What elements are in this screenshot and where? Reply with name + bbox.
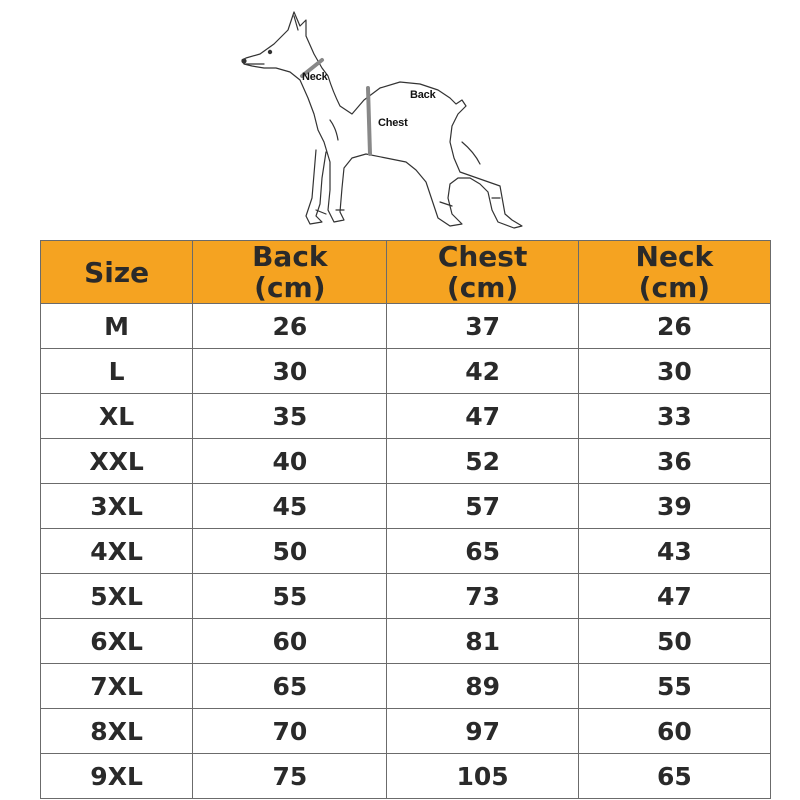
back-cell: 55 xyxy=(193,574,387,619)
back-cell: 50 xyxy=(193,529,387,574)
header-unit: (cm) xyxy=(638,271,711,304)
size-cell: 3XL xyxy=(41,484,193,529)
table-row xyxy=(41,619,771,664)
size-cell: L xyxy=(41,349,193,394)
neck-cell: 26 xyxy=(578,304,770,349)
chest-label: Chest xyxy=(378,117,408,129)
chest-cell: 52 xyxy=(387,439,578,484)
neck-cell: 47 xyxy=(578,574,770,619)
table-row xyxy=(41,574,771,619)
back-cell: 65 xyxy=(193,664,387,709)
table-row xyxy=(41,754,771,799)
neck-cell: 36 xyxy=(578,439,770,484)
chest-cell: 81 xyxy=(387,619,578,664)
header-unit: (cm) xyxy=(254,271,326,304)
chest-cell: 97 xyxy=(387,709,578,754)
back-label: Back xyxy=(410,89,436,101)
size-cell: M xyxy=(41,304,193,349)
table-row xyxy=(41,709,771,754)
size-cell: 9XL xyxy=(41,754,193,799)
chest-cell: 105 xyxy=(387,754,578,799)
table-header xyxy=(41,241,771,304)
neck-cell: 39 xyxy=(578,484,770,529)
table-row xyxy=(41,484,771,529)
chest-cell: 89 xyxy=(387,664,578,709)
back-cell: 70 xyxy=(193,709,387,754)
table-row xyxy=(41,664,771,709)
chest-cell: 57 xyxy=(387,484,578,529)
size-cell: XL xyxy=(41,394,193,439)
back-cell: 75 xyxy=(193,754,387,799)
table-row xyxy=(41,349,771,394)
size-cell: 4XL xyxy=(41,529,193,574)
size-cell: 7XL xyxy=(41,664,193,709)
chest-cell: 37 xyxy=(387,304,578,349)
back-cell: 40 xyxy=(193,439,387,484)
header-label: Size xyxy=(84,255,150,289)
table-row xyxy=(41,394,771,439)
neck-cell: 33 xyxy=(578,394,770,439)
neck-cell: 30 xyxy=(578,349,770,394)
header-label: Back xyxy=(252,240,328,273)
table-row xyxy=(41,304,771,349)
back-cell: 30 xyxy=(193,349,387,394)
back-cell: 45 xyxy=(193,484,387,529)
chest-header xyxy=(387,241,578,304)
chest-measure-line xyxy=(368,88,370,154)
chest-cell: 42 xyxy=(387,349,578,394)
neck-cell: 55 xyxy=(578,664,770,709)
dog-measurement-illustration xyxy=(230,2,550,238)
table-row xyxy=(41,439,771,484)
chest-cell: 65 xyxy=(387,529,578,574)
back-header xyxy=(193,241,387,304)
neck-header xyxy=(578,241,770,304)
neck-cell: 60 xyxy=(578,709,770,754)
size-cell: 5XL xyxy=(41,574,193,619)
chest-cell: 47 xyxy=(387,394,578,439)
header-row xyxy=(41,241,771,304)
neck-cell: 50 xyxy=(578,619,770,664)
back-cell: 35 xyxy=(193,394,387,439)
back-cell: 60 xyxy=(193,619,387,664)
size-cell: XXL xyxy=(41,439,193,484)
size-table xyxy=(40,240,771,799)
chest-cell: 73 xyxy=(387,574,578,619)
size-cell: 8XL xyxy=(41,709,193,754)
header-label: Chest xyxy=(437,240,528,273)
back-cell: 26 xyxy=(193,304,387,349)
header-unit: (cm) xyxy=(446,271,519,304)
neck-label: Neck xyxy=(302,71,328,83)
table-row xyxy=(41,529,771,574)
table-body xyxy=(41,304,771,799)
neck-cell: 43 xyxy=(578,529,770,574)
neck-cell: 65 xyxy=(578,754,770,799)
size-cell: 6XL xyxy=(41,619,193,664)
size-header xyxy=(41,241,193,304)
header-label: Neck xyxy=(635,240,714,273)
